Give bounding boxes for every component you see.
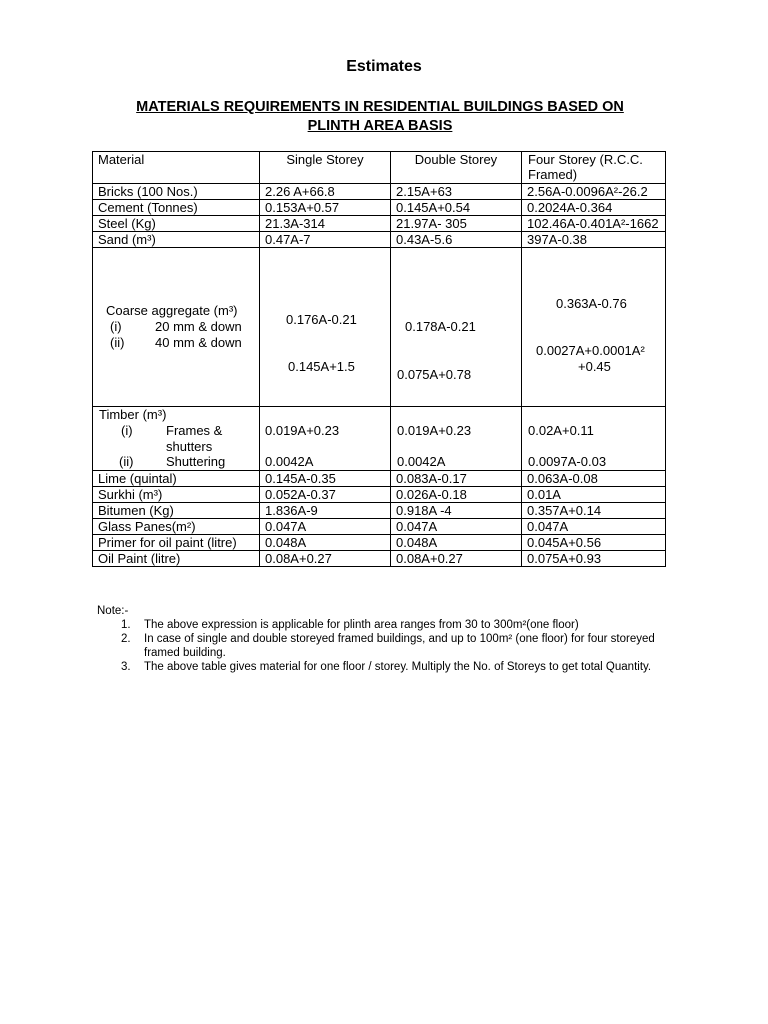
table-row bbox=[93, 200, 666, 216]
cell-single bbox=[260, 248, 391, 407]
aggregate-four-40mm: 0.0027A+0.0001A² bbox=[536, 343, 645, 358]
cell-double: 0.047A bbox=[391, 519, 522, 535]
note-item bbox=[97, 660, 657, 674]
header-single-storey: Single Storey bbox=[260, 152, 391, 184]
page-title: Estimates bbox=[346, 58, 422, 75]
cell-double: 0.083A-0.17 bbox=[391, 471, 522, 487]
cell-single: 0.052A-0.37 bbox=[260, 487, 391, 503]
cell-double: 0.43A-5.6 bbox=[391, 232, 522, 248]
cell-single: 0.47A-7 bbox=[260, 232, 391, 248]
cell-material bbox=[93, 248, 260, 407]
table-heading-line-1: MATERIALS REQUIREMENTS IN RESIDENTIAL BUILDINGS BASED ON bbox=[136, 99, 624, 115]
note-text: In case of single and double storeyed framed buildings, and up to 100m² (one floor) for four storeyed framed building. bbox=[144, 633, 655, 659]
table-row bbox=[93, 487, 666, 503]
timber-four-frames: 0.02A+0.11 bbox=[528, 423, 594, 438]
table-row-timber bbox=[93, 407, 666, 471]
cell-single: 0.047A bbox=[260, 519, 391, 535]
table-heading-line-2: PLINTH AREA BASIS bbox=[307, 118, 453, 134]
header-four-storey: Four Storey (R.C.C. Framed) bbox=[522, 152, 666, 184]
aggregate-double-40mm: 0.075A+0.78 bbox=[397, 367, 472, 382]
table-heading bbox=[90, 98, 670, 136]
table-row bbox=[93, 551, 666, 567]
timber-sub-2-num: (ii) bbox=[119, 454, 134, 469]
cell-double: 0.08A+0.27 bbox=[391, 551, 522, 567]
cell-four: 2.56A-0.0096A²-26.2 bbox=[522, 184, 666, 200]
cell-single: 0.048A bbox=[260, 535, 391, 551]
header-double-storey: Double Storey bbox=[391, 152, 522, 184]
cell-single bbox=[260, 407, 391, 471]
note-number: 2. bbox=[121, 633, 131, 645]
cell-double: 0.918A -4 bbox=[391, 503, 522, 519]
table-row bbox=[93, 232, 666, 248]
cell-single: 21.3A-314 bbox=[260, 216, 391, 232]
timber-sub-2-label: Shuttering bbox=[166, 454, 226, 469]
aggregate-four-20mm: 0.363A-0.76 bbox=[556, 296, 627, 311]
note-item bbox=[97, 618, 657, 632]
timber-four-shuttering: 0.0097A-0.03 bbox=[528, 454, 607, 469]
aggregate-sub-2-num: (ii) bbox=[110, 335, 125, 350]
table-row bbox=[93, 471, 666, 487]
cell-four bbox=[522, 407, 666, 471]
cell-single: 0.08A+0.27 bbox=[260, 551, 391, 567]
cell-four bbox=[522, 248, 666, 407]
cell-material: Primer for oil paint (litre) bbox=[93, 535, 260, 551]
timber-sub-1-label: Frames & bbox=[166, 423, 223, 438]
cell-four: 0.047A bbox=[522, 519, 666, 535]
timber-double-shuttering: 0.0042A bbox=[397, 454, 446, 469]
aggregate-double-20mm: 0.178A-0.21 bbox=[405, 319, 476, 334]
aggregate-four-40mm-cont: +0.45 bbox=[578, 359, 611, 374]
timber-sub-1-num: (i) bbox=[121, 423, 133, 438]
cell-four: 0.2024A-0.364 bbox=[522, 200, 666, 216]
header-material: Material bbox=[93, 152, 260, 184]
cell-material: Bitumen (Kg) bbox=[93, 503, 260, 519]
table-header-row bbox=[93, 152, 666, 184]
timber-single-shuttering: 0.0042A bbox=[265, 454, 314, 469]
cell-double: 0.145A+0.54 bbox=[391, 200, 522, 216]
cell-material: Bricks (100 Nos.) bbox=[93, 184, 260, 200]
aggregate-sub-2-label: 40 mm & down bbox=[155, 335, 242, 350]
aggregate-sub-1-label: 20 mm & down bbox=[155, 319, 242, 334]
table-row bbox=[93, 535, 666, 551]
aggregate-label: Coarse aggregate (m³) bbox=[106, 303, 238, 318]
cell-single: 2.26 A+66.8 bbox=[260, 184, 391, 200]
timber-label: Timber (m³) bbox=[99, 407, 167, 422]
note-number: 3. bbox=[121, 661, 131, 673]
cell-material: Lime (quintal) bbox=[93, 471, 260, 487]
cell-single: 1.836A-9 bbox=[260, 503, 391, 519]
cell-material: Sand (m³) bbox=[93, 232, 260, 248]
timber-sub-1-label-cont: shutters bbox=[166, 439, 213, 454]
cell-four: 397A-0.38 bbox=[522, 232, 666, 248]
table-row bbox=[93, 216, 666, 232]
materials-table bbox=[92, 151, 666, 567]
notes-list bbox=[97, 618, 657, 674]
aggregate-single-40mm: 0.145A+1.5 bbox=[288, 359, 355, 374]
cell-single: 0.145A-0.35 bbox=[260, 471, 391, 487]
note-text: The above expression is applicable for plinth area ranges from 30 to 300m²(one floor) bbox=[144, 619, 579, 631]
cell-material: Glass Panes(m²) bbox=[93, 519, 260, 535]
cell-material bbox=[93, 407, 260, 471]
note-item bbox=[97, 632, 657, 660]
cell-four: 0.357A+0.14 bbox=[522, 503, 666, 519]
cell-material: Steel (Kg) bbox=[93, 216, 260, 232]
cell-four: 0.063A-0.08 bbox=[522, 471, 666, 487]
aggregate-single-20mm: 0.176A-0.21 bbox=[286, 312, 357, 327]
timber-double-frames: 0.019A+0.23 bbox=[397, 423, 472, 438]
cell-four: 102.46A-0.401A²-1662 bbox=[522, 216, 666, 232]
aggregate-sub-1-num: (i) bbox=[110, 319, 122, 334]
note-number: 1. bbox=[121, 619, 131, 631]
note-text: The above table gives material for one floor / storey. Multiply the No. of Storeys to get total Quantity. bbox=[144, 661, 652, 673]
cell-four: 0.075A+0.93 bbox=[522, 551, 666, 567]
table-row-coarse-aggregate bbox=[93, 248, 666, 407]
cell-double bbox=[391, 248, 522, 407]
cell-four: 0.01A bbox=[522, 487, 666, 503]
cell-double: 2.15A+63 bbox=[391, 184, 522, 200]
cell-single: 0.153A+0.57 bbox=[260, 200, 391, 216]
cell-material: Oil Paint (litre) bbox=[93, 551, 260, 567]
table-row bbox=[93, 519, 666, 535]
notes-section bbox=[97, 604, 657, 674]
cell-four: 0.045A+0.56 bbox=[522, 535, 666, 551]
cell-double: 21.97A- 305 bbox=[391, 216, 522, 232]
cell-double: 0.048A bbox=[391, 535, 522, 551]
cell-material: Cement (Tonnes) bbox=[93, 200, 260, 216]
cell-material: Surkhi (m³) bbox=[93, 487, 260, 503]
cell-double: 0.026A-0.18 bbox=[391, 487, 522, 503]
timber-single-frames: 0.019A+0.23 bbox=[265, 423, 340, 438]
table-row bbox=[93, 184, 666, 200]
table-row bbox=[93, 503, 666, 519]
cell-double bbox=[391, 407, 522, 471]
notes-heading: Note:- bbox=[97, 605, 129, 617]
